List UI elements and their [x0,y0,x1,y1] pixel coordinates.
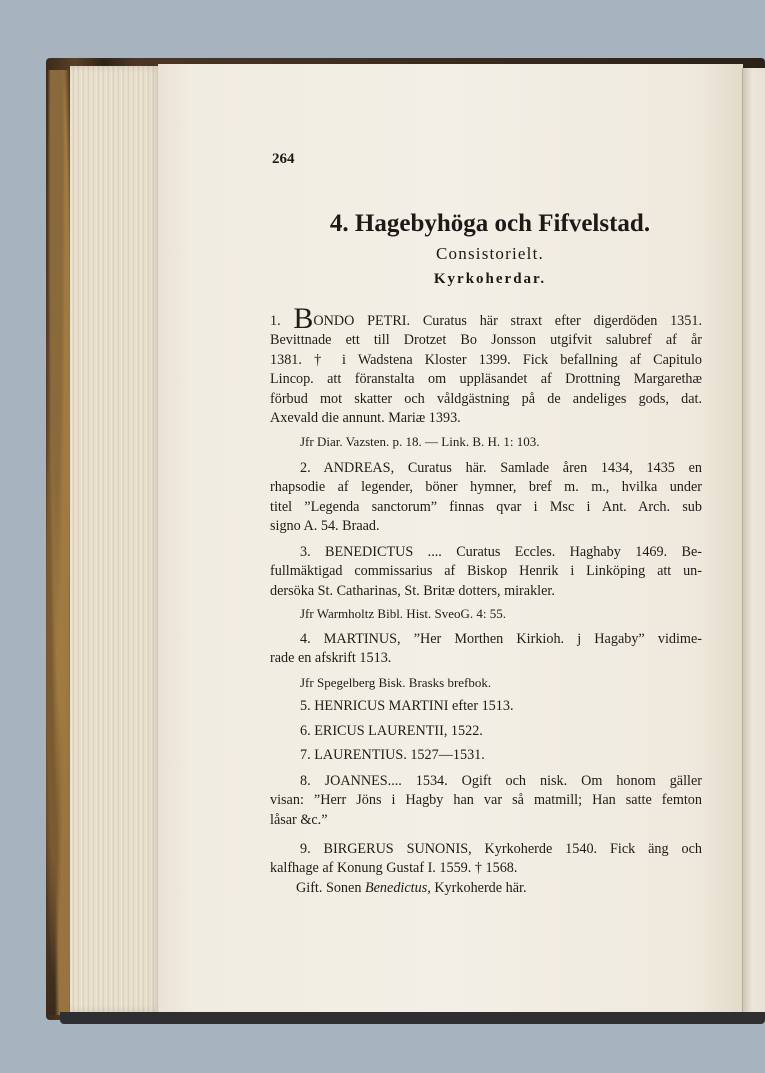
entry-text-line: titel ”Legenda sanctorum” finnas qvar i Msc i Ant. Arch. sub [270,498,702,515]
entry-7 [270,746,702,765]
entry-text-line: förbud mot skatter och våldgästning på de andeliges gods, dat. [270,390,702,407]
entry-text: Gift. Sonen [296,879,365,896]
facing-page-edge [742,68,765,1013]
reference-note: Jfr Spegelberg Bisk. Brasks brefbok. [300,675,492,690]
entry-text-line: visan: ”Herr Jöns i Hagby han var så matmill; Han satte femton [270,792,702,809]
entry-3 [270,543,702,601]
entry-text-line: Axevald die annunt. Mariæ 1393. [270,410,461,427]
entry-6 [270,722,702,741]
entry-text-line: låsar &c.” [270,811,328,828]
entry-text-line: 3. BENEDICTUS .... Curatus Eccles. Haghaby 1469. Be- [300,544,702,560]
entry-text-line: rade en afskrift 1513. [270,650,392,667]
entry-text-line: 4. MARTINUS, ”Her Morthen Kirkioh. j Hagaby” vidime- [300,631,702,647]
page-subtitle: Consistorielt. [436,244,544,263]
entry-9 [270,840,702,898]
entry-number: 1. [270,313,281,329]
entry-text-line: signo A. 54. Braad. [270,518,380,535]
entry-text-line: 7. LAURENTIUS. 1527—1531. [300,747,485,763]
drop-cap: B [293,302,314,335]
entry-text-line: Bevittnade ett till Drotzet Bo Jonsson utgifvit salubref af år [270,332,702,349]
entry-text: Kyrkoherde här. [430,879,527,896]
book-bottom-edge [60,1012,765,1024]
entry-text-line: 9. BIRGERUS SUNONIS, Kyrkoherde 1540. Fick äng och [300,841,702,857]
entry-text-line: kalfhage af Konung Gustaf I. 1559. † 1568. [270,860,518,877]
entry-text-line: fullmäktigad commissarius af Biskop Henrik i Linköping att un- [270,563,702,580]
entry-text-line: rhapsodie af legender, böner hymner, bref m. m., hvilka under [270,479,702,496]
entry-text-line: Lincop. att föranstalta om uppläsandet af Drottning Margarethæ [270,371,702,388]
marbled-page-edge [46,70,72,1015]
entry-text-line: 2. ANDREAS, Curatus här. Samlade åren 1434, 1435 en [300,460,702,476]
entry-text-line: dersöka St. Catharinas, St. Britæ dotters, mirakler. [270,582,555,599]
entry-5 [270,697,702,716]
entry-text: ONDO PETRI. Curatus här straxt efter digerdöden 1351. [313,313,703,329]
reference-note: Jfr Diar. Vazsten. p. 18. — Link. B. H. 1: 103. [300,434,540,449]
entry-text-line [270,879,702,898]
reference-note: Jfr Warmholtz Bibl. Hist. SveoG. 4: 55. [300,606,506,621]
entry-text-line: 5. HENRICUS MARTINI efter 1513. [300,698,514,714]
italic-name: Benedictus, [364,879,431,896]
entry-4 [270,630,702,669]
entry-2 [270,459,702,537]
entry-text-line: 8. JOANNES.... 1534. Ogift och nisk. Om honom gäller [300,773,702,789]
entry-1 [270,302,703,428]
section-heading: Kyrkoherdar. [433,271,547,287]
entry-text-line: 6. ERICUS LAURENTII, 1522. [300,723,483,739]
entry-8 [270,772,702,830]
page-stack-edges [70,66,162,1012]
page-title: 4. Hagebyhöga och Fifvelstad. [329,210,651,237]
entry-text-line: 1381. † i Wadstena Kloster 1399. Fick befallning af Capitulo [270,351,702,368]
page-number: 264 [272,151,295,167]
